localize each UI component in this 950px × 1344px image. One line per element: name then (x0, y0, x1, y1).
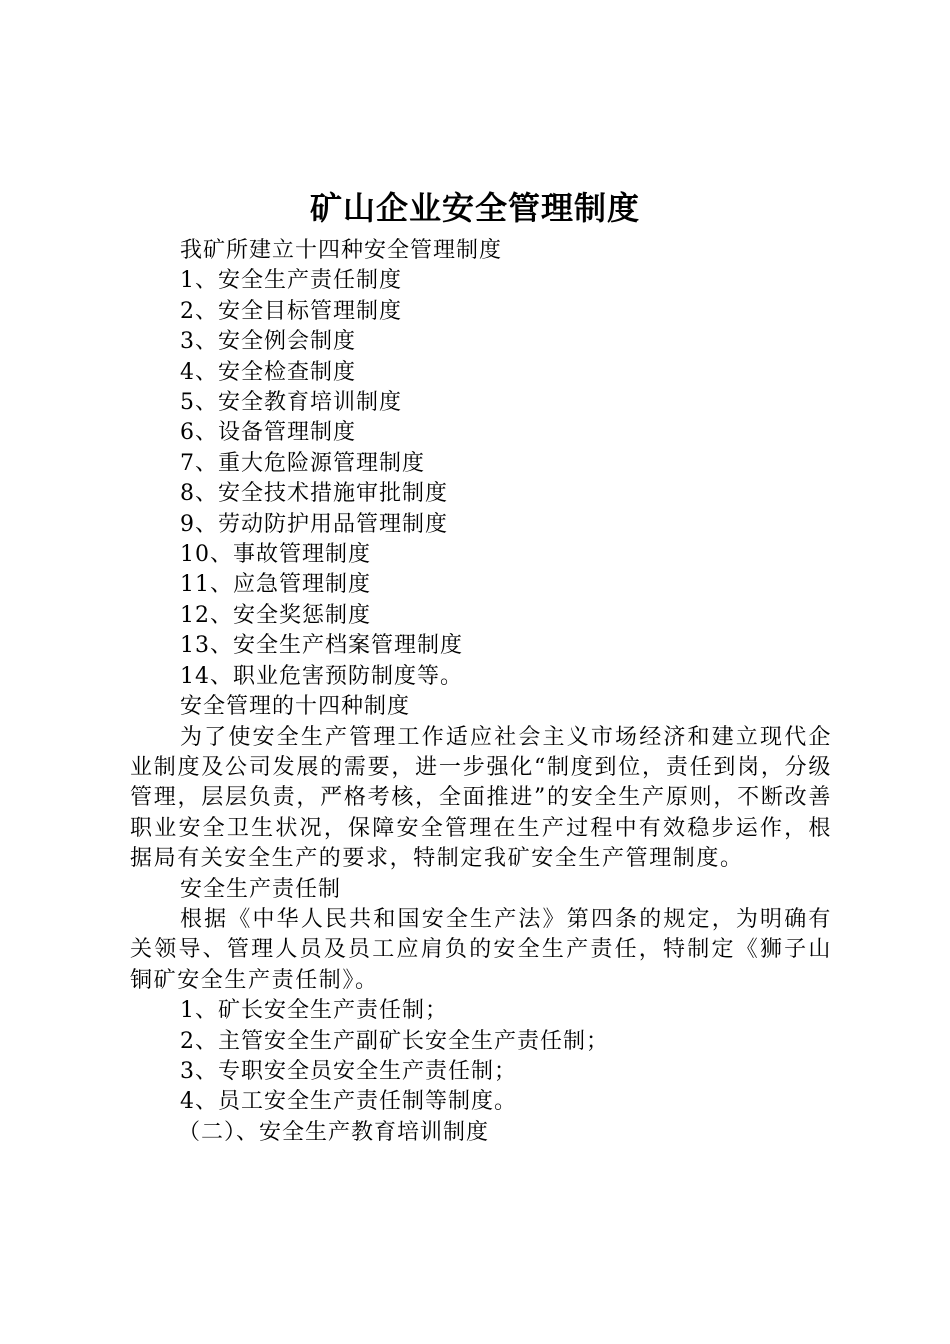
responsibility-item: 4、员工安全生产责任制等制度。 (180, 1089, 517, 1115)
purpose-paragraph: 为了使安全生产管理工作适应社会主义市场经济和建立现代企业制度及公司发展的需要，进一步强化“制度到位，责任到岗，分级管理，层层负责，严格考核，全面推进”的安全生产原则，不断改善职业安全卫生状况，保障安全管理在生产过程中有效稳步运作，根据局有关安全生产的要求，特制定我矿安全生产管理制度。 (130, 724, 832, 872)
system-item: 1、安全生产责任制度 (180, 268, 402, 294)
system-item: 12、安全奖惩制度 (180, 602, 371, 628)
intro-line: 我矿所建立十四种安全管理制度 (180, 238, 503, 263)
system-item: 6、设备管理制度 (180, 420, 356, 446)
system-item: 5、安全教育培训制度 (180, 390, 402, 416)
law-paragraph: 根据《中华人民共和国安全生产法》第四条的规定，为明确有关领导、管理人员及员工应肩负的安全生产责任，特制定《狮子山铜矿安全生产责任制》。 (130, 906, 832, 993)
responsibility-item: 1、矿长安全生产责任制； (180, 998, 448, 1024)
system-item: 2、安全目标管理制度 (180, 298, 402, 324)
system-item: 10、事故管理制度 (180, 542, 371, 568)
responsibility-item: 2、主管安全生产副矿长安全生产责任制； (180, 1028, 609, 1054)
system-list (130, 266, 832, 692)
system-item: 9、劳动防护用品管理制度 (180, 511, 448, 537)
system-item: 14、职业危害预防制度等。 (180, 663, 463, 689)
system-item: 7、重大危险源管理制度 (180, 450, 425, 476)
system-item: 8、安全技术措施审批制度 (180, 481, 448, 507)
section-heading-responsibility: 安全生产责任制 (180, 876, 342, 902)
document-body (130, 236, 832, 1148)
responsibility-list (130, 996, 832, 1118)
system-item: 4、安全检查制度 (180, 359, 356, 385)
section-heading-fourteen: 安全管理的十四种制度 (180, 694, 411, 720)
system-item: 13、安全生产档案管理制度 (180, 633, 463, 659)
responsibility-item: 3、专职安全员安全生产责任制； (180, 1058, 517, 1084)
document-title: 矿山企业安全管理制度 (309, 189, 640, 227)
section-two-heading: （二）、安全生产教育培训制度 (178, 1119, 490, 1145)
system-item: 3、安全例会制度 (180, 329, 356, 355)
system-item: 11、应急管理制度 (180, 572, 371, 598)
